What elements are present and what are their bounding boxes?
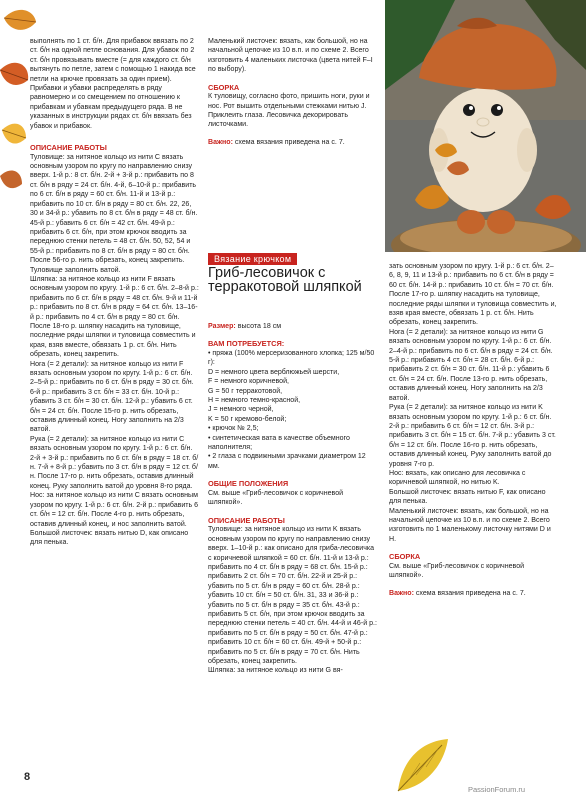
material-item: J = немного черной, — [208, 406, 274, 414]
big-leaf-instructions: Большой листочек: вязать нитью F, как описано для пенька. — [389, 488, 546, 506]
section-heading-work-description: ОПИСАНИЕ РАБОТЫ — [208, 515, 285, 525]
arm-instructions: Рука (= 2 детали): за нитяное кольцо из нити K вязать основным узором по кругу. 1-й р.: 6 ст. б/н. 2-й р.: прибавить 6 ст. б/н = 12 ст. б/н. 3-й р.: прибавить 3 ст. б/н = 15 ст. б/н. 7-й р.: убавить 3 ст. б/н = 12 ст. б/н. После 16-го р. нить обрезать, оставив длинный конец. Руку заполнить ватой до уровня 7-го р. — [389, 404, 556, 468]
section-heading-assembly: СБОРКА — [208, 82, 240, 92]
leg-instructions: Нога (= 2 детали): за нитяное кольцо из нити F вязать основным узором по кругу. 1-й р.: 6 ст. б/н. 2–5-й р.: прибавить по 6 ст. б/н в ряду = 30 ст. б/н. 6-й р.: прибавить 3 ст. б/н = 33 ст. б/н. 10-й р.: убавить 3 ст. б/н = 30 ст. б/н. 12-й р.: убавить 6 ст. б/н = 24 ст. б/н. После 15-го р. нить обрезать, оставив длинный конец. Ногу заполнить на 2/3 ватой. — [30, 360, 194, 434]
material-item: F = немного коричневой, — [208, 378, 289, 386]
mushroom-toy-photo — [385, 0, 586, 252]
arm-instructions: Рука (= 2 детали): за нитяное кольцо из нити С вязать основным узором по кругу. 1-й р.: 6 ст. б/н. 2-й + 3-й р.: прибавить по 6 ст. б/н в ряду = 18 ст. б/н. 7-й + 8-й р.: убавить по 3 ст. б/н в ряду = 12 ст. б/н. После 17-го р. нить обрезать, оставив длинный конец. Руку заполнить ватой до уровня 8-го ряда. — [30, 435, 199, 490]
assembly-instructions: К туловищу, согласно фото, пришить ноги, руки и нос. Рот вышить отдельными стежками нитью J. Приклеить глаза. Лесовичка декорировать листочками. — [208, 93, 370, 129]
watermark: PassionForum.ru — [468, 785, 526, 794]
column-middle-bottom — [208, 322, 378, 676]
material-item: K = 50 г кремово-белой; — [208, 415, 287, 423]
nose-instructions: Нос: за нитяное кольцо из нити С вязать основным узором по кругу. 1-й р.: 6 ст. б/н. 2-й р.: прибавить 6 ст. б/н = 12 ст. б/н. После 4-го р. нить обрезать, оставив длинный конец, и нос заполнить ватой. — [30, 492, 199, 528]
autumn-leaf-decoration-bottom — [392, 735, 452, 797]
article-title: Гриб-лесовичок с терракотовой шляпкой — [208, 265, 362, 295]
important-label: Важно: — [208, 138, 233, 146]
cap-instructions-start: Шляпка: за нитяное кольцо из нити G вя- — [208, 667, 343, 675]
small-leaf-instructions: Маленький листочек: вязать, как большой, но на начальной цепочке из 10 в.п. и по схеме 2. Всего изготовить по 1 маленькому листочку нитями D и H. — [389, 507, 551, 543]
page-number: 8 — [24, 771, 31, 783]
material-item: • 2 глаза с подвижными зрачками диаметром 12 мм. — [208, 453, 366, 470]
column-left — [30, 37, 200, 548]
body-instructions: Туловище: за нитяное кольцо из нити С вязать основным узором по кругу по направлению снизу вверх. 1-й р.: 8 ст. б/н. 2-й + 3-й р.: прибавить по 8 ст. б/н в ряду = 24 ст. б/н. 4-й, 6–10-й р.: прибавить по 6 ст. б/н в ряду = 60 ст. б/н. 11-й и 13-й р.: прибавить по 10 ст. б/н в ряду = 80 ст. б/н. 22, 26, 30 и 34-й р.: убавить по 8 ст. б/н в ряду = 48 ст. б/н. 45-й р.: убавить 6 ст. б/н = 42 ст. б/н. 49-й р.: прибавить 6 ст. б/н, при этом крючок вводить за переднюю стенки петель = 48 ст. б/н. 50, 52, 54 и 55-й р.: прибавить по 8 ст. б/н в ряду = 80 ст. б/н. После 56-го р. нить обрезать, конец закрепить. Туловище заполнить ватой. — [30, 153, 198, 274]
important-label: Важно: — [389, 589, 414, 597]
leaf-icon — [0, 63, 28, 85]
body-instructions: Туловище: за нитяное кольцо из нити K вязать основным узором по кругу по направлению снизу вверх. 1–10-й р.: как описано для гриба-лесовичка с коричневой шляпкой = 60 ст. б/н. 11-й и 13-й р.: прибавить по 4 ст. б/н в ряду = 68 ст. б/н. 15-й р.: прибавить 2 ст. б/н = 70 ст. б/н. 22-й и 25-й р.: убавить по 5 ст. б/н в ряду = 60 ст. б/н. 28-й р.: убавить 10 ст. б/н = 50 ст. б/н. 31, 33 и 36-й р.: убавить по 5 ст. б/н в ряду = 35 ст. б/н. 43-й р.: прибавить 5 ст. б/н, при этом крючок вводить за переднюю стенки петель = 40 ст. б/н. 44-й и 46-й р.: прибавить по 5 ст. б/н в ряду = 50 ст. б/н. 47-й р.: прибавить 10 ст. б/н = 60 ст. б/н. 49-й + 50-й р.: прибавить по 5 ст. б/н в ряду = 70 ст. б/н. Нить обрезать, конец закрепить. — [208, 526, 377, 665]
size-line: Размер: высота 18 см — [208, 323, 282, 330]
section-heading-materials: ВАМ ПОТРЕБУЕТСЯ: — [208, 339, 285, 349]
material-item: D = немного цвета верблюжьей шерсти, — [208, 368, 340, 376]
material-item: H = немного темно-красной, — [208, 397, 301, 405]
small-leaf-instructions: Маленький листочек: вязать, как большой, но на начальной цепочке из 10 в.п. и по схеме 2. Всего изготовить 4 маленьких листочка (цвета нитей F–I по выбору). — [208, 38, 373, 74]
cap-instructions: Шляпка: за нитяное кольцо из нити F вязать основным узором по кругу. 1-й р.: 6 ст. б/н. 2–8-й р.: прибавить по 6 ст. б/н в ряду = 48 ст. б/н. 9-й и 11-й р.: прибавить по 8 ст. б/н в ряду = 64 ст. б/н. 13–16-й р.: прибавить по 4 ст. б/н в ряду = 80 ст. б/н. После 18-го р. шляпку насадить на туловище, последние ряды шляпки и туловища совместить и края, взяв вместе, обвязать 1 р. ст. б/н. Нить обрезать, конец закрепить. — [30, 275, 199, 359]
leaf-icon — [0, 170, 22, 188]
general-note: См. выше «Гриб-лесовичок с коричневой шляпкой». — [208, 489, 344, 507]
material-item: • синтетическая вата в качестве объемного наполнителя; — [208, 434, 350, 452]
section-heading-assembly: СБОРКА — [389, 552, 421, 562]
material-item: • крючок № 2,5; — [208, 425, 259, 433]
column-right — [389, 262, 557, 598]
important-note: Важно: схема вязания приведена на с. 7. — [389, 589, 526, 597]
category-tag: Вязание крючком — [208, 253, 297, 265]
big-leaf-instructions: Большой листочек: вязать нитью D, как описано для пенька. — [30, 529, 189, 547]
section-heading-general: ОБЩИЕ ПОЛОЖЕНИЯ — [208, 479, 289, 489]
assembly-note: См. выше «Гриб-лесовичок с коричневой шляпкой». — [389, 562, 525, 580]
column-middle-top — [208, 37, 378, 147]
cap-instructions-continued: зать основным узором по кругу. 1-й р.: 6 ст. б/н. 2–6, 8, 9, 11 и 13-й р.: прибавить по 6 ст. б/н в ряду = 60 ст. б/н. 14-й р.: прибавить 10 ст. б/н = 70 ст. б/н. После 17-го р. шляпку насадить на туловище, последние ряды шляпки и туловища совместить и, взяв края вместе, обвязать 1 р. ст. б/н. Нить обрезать, конец закрепить. — [389, 263, 557, 327]
nose-instructions: Нос: вязать, как описано для лесовичка с коричневой шляпкой, но нитью K. — [389, 469, 526, 487]
important-note: Важно: схема вязания приведена на с. 7. — [208, 138, 345, 146]
material-item: G = 50 г терракотовой, — [208, 387, 283, 395]
material-item: • пряжа (100% мерсеризованного хлопка; 125 м/50 г): — [208, 350, 375, 367]
leg-instructions: Нога (= 2 детали): за нитяное кольцо из нити G вязать основным узором по кругу. 1-й р.: 6 ст. б/н. 2–4-й р.: прибавить по 6 ст. б/н в ряду = 24 ст. б/н. 5-й р.: прибавить 4 ст. б/н = 28 ст. б/н. 6-й р.: прибавить 2 ст. б/н = 30 ст. б/н. 11-й р.: убавить 6 ст. б/н = 24 ст. б/н. После 13-го р. нить обрезать, оставив длинный конец. Ногу заполнить на 2/3 ватой. — [389, 328, 553, 402]
general-instructions: выполнять по 1 ст. б/н. Для прибавок ввязать по 2 ст. б/н на одной петле основания. Для убавок по 2 ст. б/н провязывать вместе (= для каждого ст. б/н вытянуть по петле, затем с помощью 1 накида все петли на крючке провязать за один прием). Прибавки и убавки распределять в ряду равномерно и со смещением по отношению к прибавкам и убавкам предыдущего ряда. В не указанных в инструкции рядах ст. б/н ввязать без убавок и прибавок. — [30, 38, 196, 130]
section-heading-work-description: ОПИСАНИЕ РАБОТЫ — [30, 143, 107, 153]
leaf-icon — [2, 124, 26, 144]
